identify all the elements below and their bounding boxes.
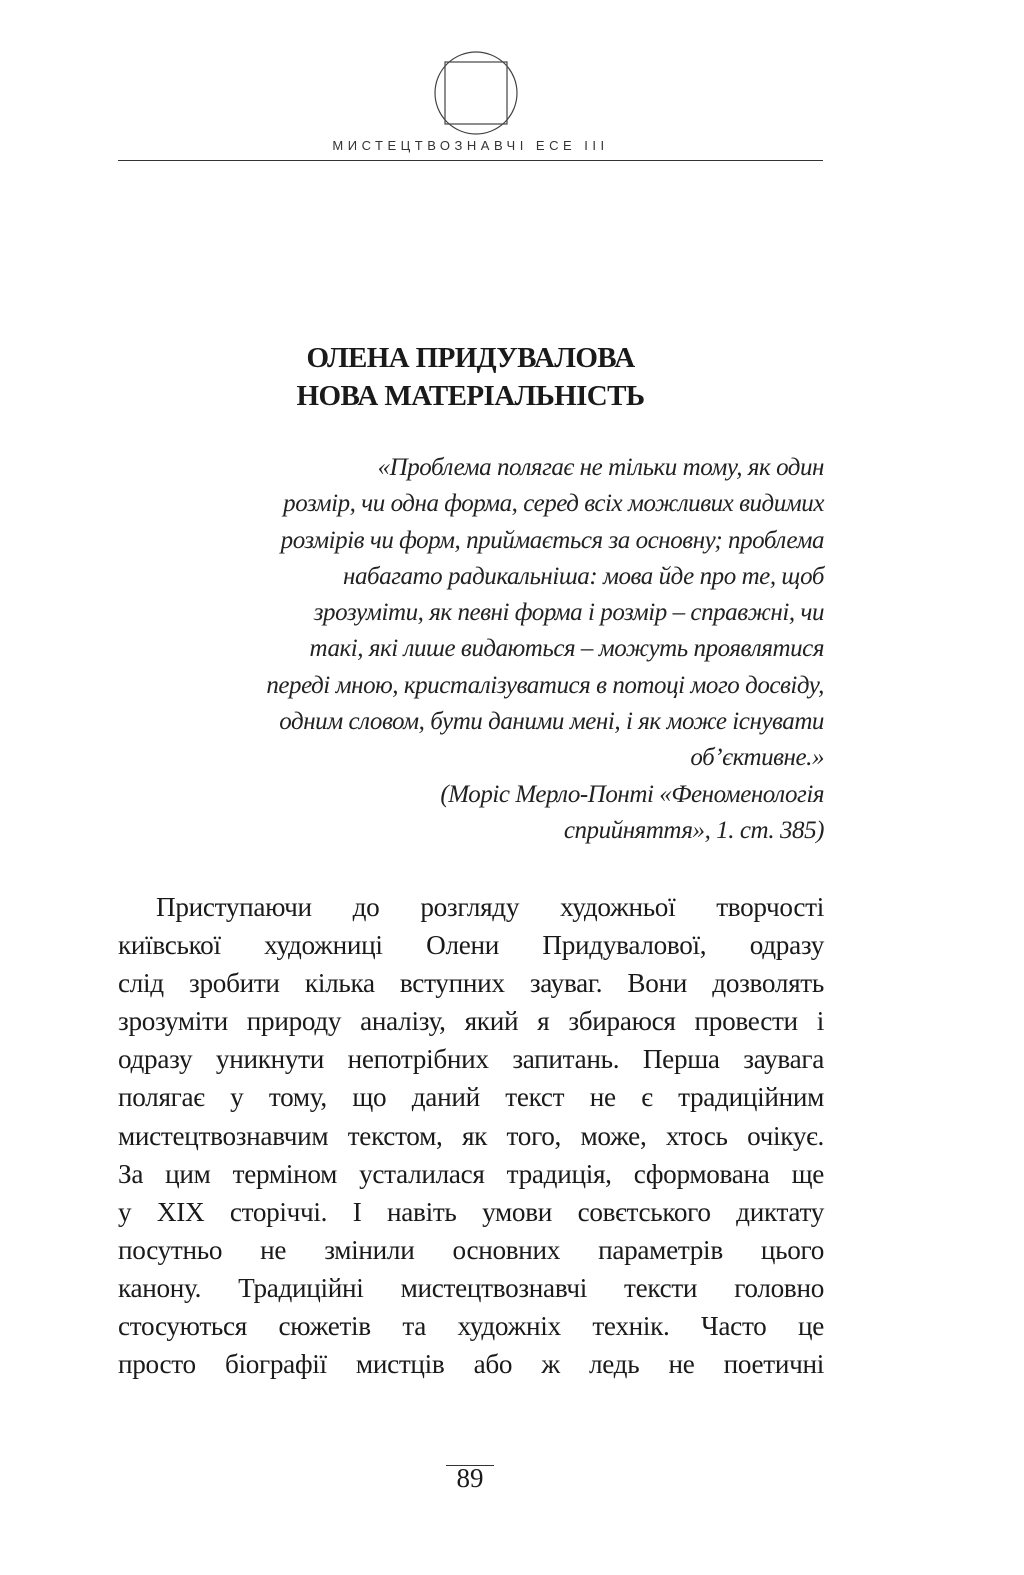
body-line: слід зробити кілька вступних зауваг. Вони дозволять (118, 968, 824, 999)
chapter-title-line-2: НОВА МАТЕРІАЛЬНІСТЬ (296, 380, 645, 412)
epigraph-line: набагато радикальніша: мова йде про те, щоб (343, 562, 824, 590)
body-line: просто біографії мистців або ж ледь не поетичні (118, 1349, 824, 1380)
body-line: Приступаючи до розгляду художньої творчості (156, 892, 824, 922)
body-line: одразу уникнути непотрібних запитань. Перша заувага (118, 1044, 824, 1075)
body-paragraph (118, 888, 824, 1383)
body-line: мистецтвознавчим текстом, як того, може, хтось очікує. (118, 1120, 824, 1151)
epigraph-line: об’єктивне.» (690, 744, 824, 772)
body-line: стосуються сюжетів та художніх технік. Часто це (118, 1311, 824, 1342)
epigraph-line: розмірів чи форм, приймається за основну; проблема (280, 526, 824, 554)
epigraph-line: одним словом, бути даними мені, і як може існувати (279, 708, 824, 736)
series-logo-icon (433, 50, 519, 136)
epigraph-attribution: (Моріс Мерло-Понті «Феноменологія (440, 780, 824, 808)
body-line: київської художниці Олени Придувалової, одразу (118, 930, 824, 961)
epigraph-line: «Проблема полягає не тільки тому, як один (377, 454, 824, 481)
running-head: МИСТЕЦТВОЗНАВЧІ ЕСЕ III (332, 138, 609, 153)
epigraph-attribution: сприйняття», 1. ст. 385) (563, 816, 824, 844)
body-line: канону. Традиційні мистецтвознавчі тексти головно (118, 1272, 824, 1303)
epigraph-line: переді мною, кристалізуватися в потоці мого досвіду, (266, 671, 824, 699)
chapter-title-line-1: ОЛЕНА ПРИДУВАЛОВА (306, 342, 635, 374)
epigraph-line: зрозуміти, як певні форма і розмір – справжні, чи (313, 599, 824, 627)
epigraph-line: такі, які лише видаються – можуть проявлятися (309, 635, 824, 663)
header-rule (118, 160, 823, 161)
body-line: посутньо не змінили основних параметрів цього (118, 1234, 824, 1265)
body-line: полягає у тому, що даний текст не є традиційним (118, 1082, 824, 1113)
epigraph-line: розмір, чи одна форма, серед всіх можливих видимих (283, 490, 824, 518)
body-line: у XIX сторіччі. І навіть умови совєтського диктату (118, 1196, 824, 1227)
epigraph (118, 450, 824, 849)
body-line: зрозуміти природу аналізу, який я збираюся провести і (118, 1006, 824, 1037)
body-line: За цим терміном усталилася традиція, сформована ще (118, 1158, 824, 1189)
page-number: 89 (456, 1463, 484, 1493)
